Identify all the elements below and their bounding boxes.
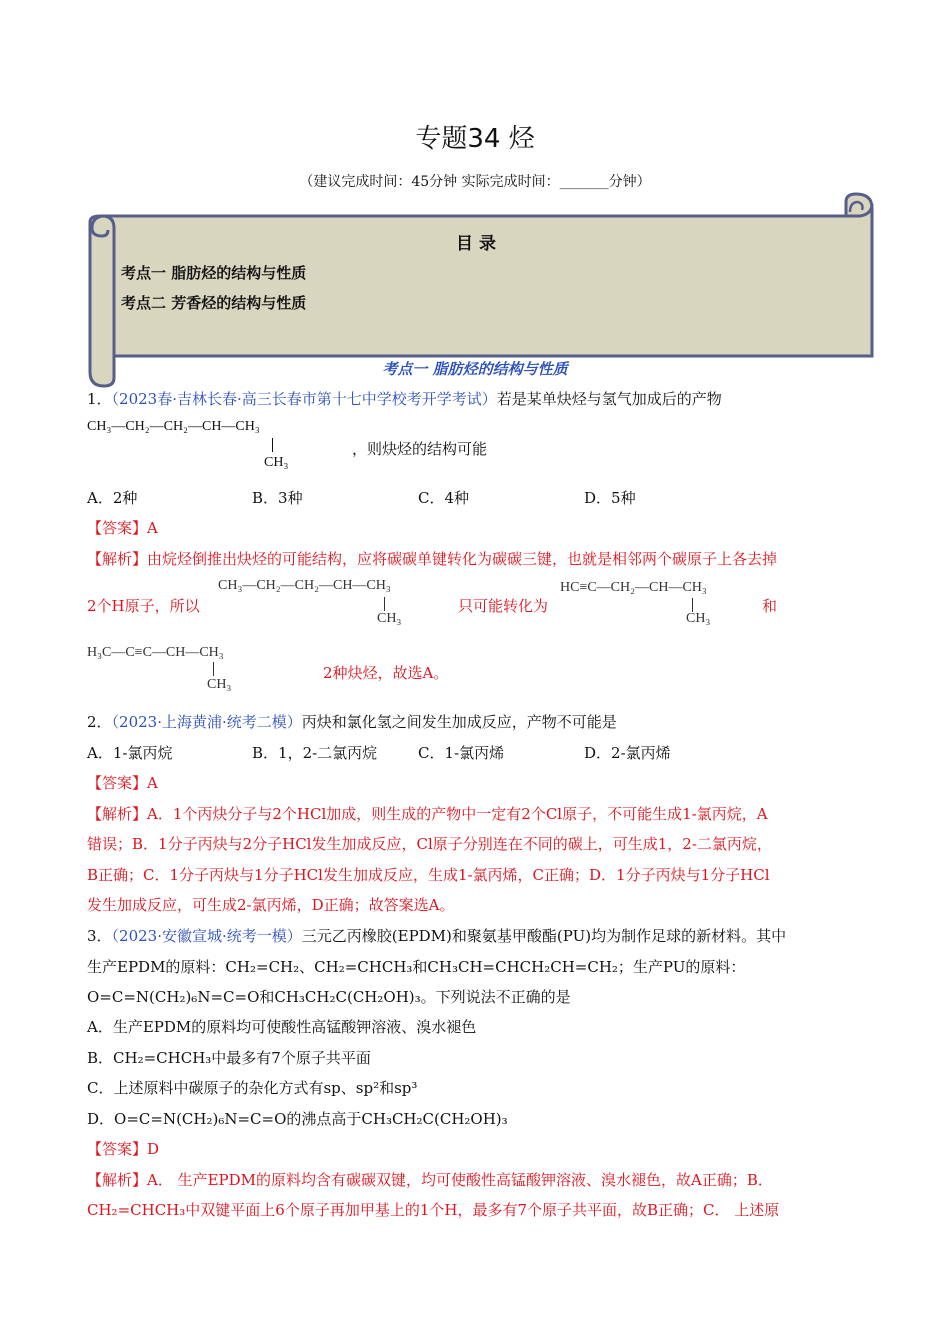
q3-analysis-2: CH₂=CHCH₃中双键平面上6个原子再加甲基上的1个H，最多有7个原子共平面，故B正确；C． 上述原	[87, 1201, 780, 1219]
q1-option-c[interactable]: C．4种	[418, 489, 470, 507]
q3-analysis-1: 【解析】A． 生产EPDM的原料均含有碳碳双键，均可使酸性高锰酸钾溶液、溴水褪色，故A正确；B．	[87, 1171, 773, 1189]
q2-option-d[interactable]: D．2-氯丙烯	[584, 744, 671, 762]
toc-title: 目 录	[456, 234, 496, 254]
q1-formula-a-bond	[384, 597, 385, 611]
q1-formula-c-main: H₃C—C≡C—CH—CH₃	[87, 645, 224, 660]
q2-analysis-2: 错误；B．1分子丙炔与2分子HCl发生加成反应，Cl原子分别连在不同的碳上，可生成1，2-二氯丙烷，	[87, 835, 772, 853]
q1-analysis-2b: 只可能转化为	[458, 597, 549, 615]
q1-stem: 若是某单炔烃与氢气加成后的产物	[496, 390, 722, 408]
q3-answer: 【答案】D	[87, 1140, 160, 1158]
q1-analysis-1: 【解析】由烷烃倒推出炔烃的可能结构，应将碳碳单键转化为碳碳三键，也就是相邻两个碳原子上各去掉	[87, 550, 778, 568]
time-note: （建议完成时间：45分钟 实际完成时间：_______分钟）	[299, 174, 651, 190]
q1-answer: 【答案】A	[87, 519, 158, 537]
q1-analysis-2a: 2个H原子，所以	[87, 597, 200, 615]
toc-item-1[interactable]: 考点一 脂肪烃的结构与性质	[121, 264, 307, 282]
q2-analysis-4: 发生加成反应，可生成2-氯丙烯，D正确；故答案选A。	[87, 896, 455, 914]
q1-option-b[interactable]: B．3种	[252, 489, 303, 507]
q1-number: 1．	[87, 390, 112, 408]
q1-source: （2023春·吉林长春·高三长春市第十七中学校考开学考试）	[111, 390, 497, 408]
page-title: 专题34 烃	[415, 124, 535, 154]
q1-formula-bond	[272, 438, 273, 452]
q2-stem: 丙炔和氯化氢之间发生加成反应，产物不可能是	[301, 713, 617, 731]
q2-stem-line	[87, 712, 617, 732]
q1-formula	[87, 419, 260, 435]
q1-formula-c-branch: CH₃	[207, 677, 232, 692]
q1-formula-a-main: CH₃—CH₂—CH₂—CH—CH₃	[218, 578, 391, 593]
toc-item-2[interactable]: 考点二 芳香烃的结构与性质	[121, 294, 307, 312]
q2-option-c[interactable]: C．1-氯丙烯	[418, 744, 505, 762]
q2-option-b[interactable]: B．1，2-二氯丙烷	[252, 744, 378, 762]
q2-analysis-1: 【解析】A．1个丙炔分子与2个HCl加成，则生成的产物中一定有2个Cl原子，不可能生成1-氯丙烷，A	[87, 805, 768, 823]
q1-option-a[interactable]: A．2种	[87, 489, 138, 507]
q2-answer: 【答案】A	[87, 774, 158, 792]
q1-formula-b-branch: CH₃	[686, 611, 711, 626]
q1-stem-line	[87, 389, 722, 409]
q2-number: 2．	[87, 713, 112, 731]
q1-formula-c-bond	[213, 662, 214, 676]
q1-analysis-2c: 和	[762, 597, 778, 615]
q1-stem-end: ，则炔烃的结构可能	[352, 440, 488, 458]
q3-option-a[interactable]: A．生产EPDM的原料均可使酸性高锰酸钾溶液、溴水褪色	[87, 1018, 477, 1036]
q1-formula-a-branch: CH₃	[377, 611, 402, 626]
q2-source: （2023·上海黄浦·统考二模）	[111, 713, 302, 731]
q3-option-d[interactable]: D．O=C=N(CH₂)₆N=C=O的沸点高于CH₃CH₂C(CH₂OH)₃	[87, 1110, 508, 1128]
q3-stem-2: 生产EPDM的原料：CH₂=CH₂、CH₂=CHCH₃和CH₃CH=CHCH₂CH=CH₂；生产PU的原料：	[87, 958, 746, 976]
q3-option-c[interactable]: C．上述原料中碳原子的杂化方式有sp、sp²和sp³	[87, 1079, 418, 1097]
q2-analysis-3: B正确；C．1分子丙炔与1分子HCl发生加成反应，生成1-氯丙烯，C正确；D．1分子丙炔与1分子HCl	[87, 866, 770, 884]
q1-formula-branch: CH₃	[264, 455, 289, 470]
q3-number: 3．	[87, 927, 112, 945]
q1-formula-b-bond	[692, 598, 693, 612]
section-heading: 考点一 脂肪烃的结构与性质	[382, 360, 568, 378]
q3-stem-3: O=C=N(CH₂)₆N=C=O和CH₃CH₂C(CH₂OH)₃。下列说法不正确的是	[87, 988, 571, 1006]
q3-source: （2023·安徽宣城·统考一模）	[111, 927, 302, 945]
q3-option-b[interactable]: B．CH₂=CHCH₃中最多有7个原子共平面	[87, 1049, 371, 1067]
q1-formula-b-main: HC≡C—CH₂—CH—CH₃	[560, 580, 707, 595]
q2-option-a[interactable]: A．1-氯丙烷	[87, 744, 173, 762]
q3-stem-line-1	[87, 926, 786, 946]
q1-option-d[interactable]: D．5种	[584, 489, 636, 507]
q3-stem-1: 三元乙丙橡胶(EPDM)和聚氨基甲酸酯(PU)均为制作足球的新材料。其中	[301, 927, 787, 945]
q1-analysis-3: 2种炔烃，故选A。	[323, 664, 449, 682]
q1-formula-main: CH₃—CH₂—CH₂—CH—CH₃	[87, 419, 260, 434]
